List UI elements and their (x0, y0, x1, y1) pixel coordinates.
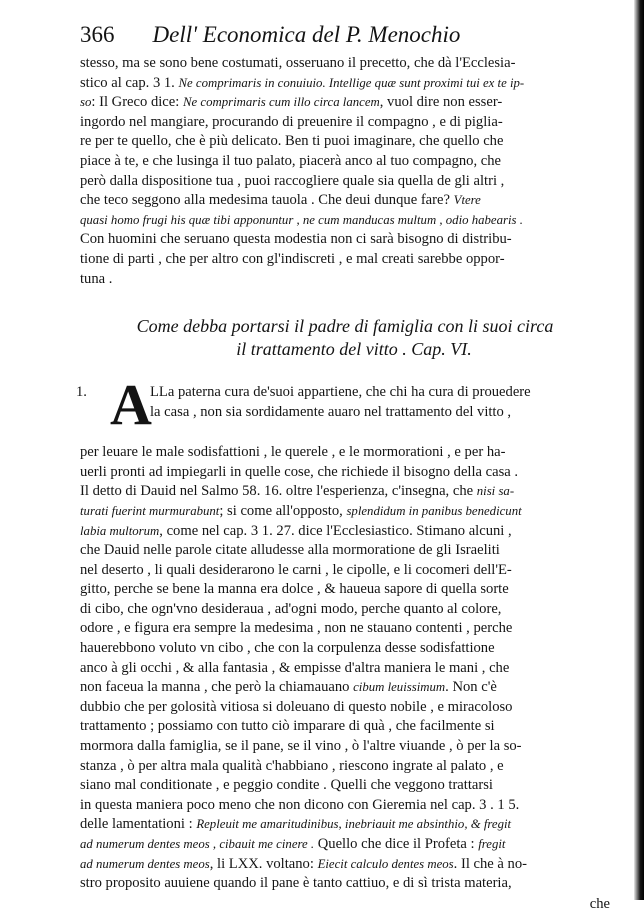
text-line (80, 74, 610, 94)
text-line (80, 619, 610, 639)
text-line (80, 757, 610, 777)
text-line (80, 191, 610, 211)
text-line (80, 230, 610, 250)
running-title: Dell' Economica del P. Menochio (152, 22, 461, 47)
text-line (80, 211, 610, 231)
text-line (80, 403, 610, 423)
text-line (80, 776, 610, 796)
page-edge-shadow (634, 0, 644, 900)
paragraph-opening (76, 372, 610, 443)
text-run: . Il che à no- (453, 855, 528, 872)
text-line (80, 383, 610, 403)
text-run: ingordo nel mangiare, procurando di preuenire il compagno , e di piglia- (80, 113, 503, 130)
italic-quote: Eiecit calculo dentes meos (317, 856, 454, 871)
italic-quote: quasi homo frugi his quæ tibi apponuntur , ne cum manducas multum , odio habearis . (80, 212, 523, 227)
text-run: uerli pronti ad impiegarli in quelle cose, che richiede il bisogno della casa . (80, 463, 519, 480)
text-run: siano mal conditionate , e peggio condite . Quelli che veggono trattarsi (80, 777, 493, 794)
italic-quote: ad numerum dentes meos , cibauit me cinere . (80, 837, 315, 851)
text-run: che Dauid nelle parole citate alludesse alla mormoratione de gli Israeliti (80, 542, 500, 559)
italic-quote: cibum leuissimum (353, 680, 446, 695)
text-run: che teco seggono alla medesima tauola . Che deui dunque fare? (80, 192, 454, 209)
text-run: , vuol dire non esser- (379, 94, 503, 111)
text-run: tuna . (80, 270, 113, 287)
section-previous-chapter-text (80, 54, 610, 289)
text-line (80, 502, 610, 522)
text-run: mormora dalla famiglia, se il pane, se il vino , ò l'altre viuande , ò per la so- (80, 738, 522, 755)
text-run: Il detto di Dauid nel Salmo 58. 16. oltre l'esperienza, c'insegna, che (80, 483, 477, 500)
text-run: Con huomini che seruano questa modestia non ci sarà bisogno di distribu- (80, 231, 512, 248)
text-line (80, 874, 610, 894)
text-run: re per te quello, che è più delicato. Ben ti puoi imaginare, che quello che (80, 133, 504, 150)
text-run: stico al cap. 3 1. (80, 74, 179, 91)
text-run: anco à gli occhi , & alla fantasia , & empisse d'altra maniera le mani , che (80, 659, 510, 676)
text-line (80, 250, 610, 270)
drop-cap: A (110, 372, 152, 438)
italic-quote: Ne comprimaris in conuiuio. Intellige quæ sunt proximi tui ex te ip- (178, 75, 525, 90)
text-line (80, 639, 610, 659)
paragraph-opening-lines (80, 383, 610, 422)
text-run: hauerebbono voluto vn cibo , che con la corpulenza desse sodisfattione (80, 640, 495, 657)
text-run: : Il Greco dice: (91, 94, 183, 111)
text-run: stro proposito auuiene quando il pane è tanto cattiuo, e di sì trista materia, (80, 875, 512, 892)
text-line (80, 270, 610, 290)
text-line (80, 132, 610, 152)
text-run: nel deserto , li quali desiderarono le carni , le cipolle, e li cocomeri dell'E- (80, 561, 512, 578)
text-line (80, 698, 610, 718)
text-run: trattamento ; possiamo con tutto ciò imparare di quà , che facilmente si (80, 718, 495, 735)
text-run: di cibo, che ogn'vno desideraua , ad'ogni modo, perche quanto al colore, (80, 600, 502, 617)
text-line (80, 522, 610, 542)
text-line (80, 482, 610, 502)
text-run: tione di parti , che per altro con gl'indiscreti , e mal creati sarebbe oppor- (80, 250, 505, 267)
text-line (80, 835, 610, 855)
text-run: però dalla dispositione tua , puoi raccogliere quale sia quella de gli altri , (80, 172, 505, 189)
italic-quote: fregit (478, 837, 506, 851)
text-line (80, 855, 610, 875)
chapter-heading (80, 315, 610, 361)
text-run: LLa paterna cura de'suoi appartiene, che chi ha cura di prouedere (150, 384, 531, 401)
text-line (80, 580, 610, 600)
text-line (80, 172, 610, 192)
text-run: , come nel cap. 3 1. 27. dice l'Ecclesiastico. Stimano alcuni , (159, 522, 512, 539)
text-line (80, 152, 610, 172)
page-number: 366 (80, 22, 115, 47)
text-run: ; si come all'opposto, (219, 502, 347, 519)
text-run: in questa maniera poco meno che non dicono con Gieremia nel cap. 3 . 1 5. (80, 796, 520, 813)
text-line (80, 815, 610, 835)
text-line (80, 678, 610, 698)
section-chapter-text (80, 443, 610, 894)
text-run: delle lamentationi : (80, 816, 197, 833)
paragraph-number: 1. (76, 384, 87, 401)
running-header (80, 22, 610, 48)
text-line (80, 561, 610, 581)
italic-quote: Vtere (453, 193, 481, 208)
text-run: piace à te, e che lusinga il tuo palato, piacerà anco al tuo compagno, che (80, 152, 502, 169)
text-line (80, 113, 610, 133)
italic-quote: nisi sa- (476, 484, 515, 499)
text-run: , li LXX. voltano: (209, 855, 318, 872)
text-line (80, 541, 610, 561)
text-line (80, 717, 610, 737)
text-run: stesso, ma se sono bene costumati, osseruano il precetto, che dà l'Ecclesia- (80, 55, 516, 71)
text-line (80, 796, 610, 816)
chapter-heading-line-1: Come debba portarsi il padre di famiglia con li suoi circa (136, 316, 554, 337)
chapter-heading-line-2: il trattamento del vitto . Cap. VI. (236, 339, 472, 360)
italic-quote: turati fuerint murmurabunt (80, 503, 220, 518)
text-run: Quello che dice il Profeta : (314, 836, 479, 852)
italic-quote: so (80, 95, 92, 110)
text-line (80, 600, 610, 620)
catchword: che (589, 895, 610, 912)
italic-quote: splendidum in panibus benedicunt (346, 503, 522, 518)
text-line (80, 737, 610, 757)
text-line (80, 93, 610, 113)
text-line (80, 659, 610, 679)
italic-quote: ad numerum dentes meos (80, 856, 210, 871)
text-run: stanza , ò per altra mala qualità c'habbiano , riescono ingrate al palato , e (80, 757, 504, 774)
text-run: gitto, perche se bene la manna era dolce , & haueua sapore di quella sorte (80, 581, 509, 598)
text-run: dubbio che per golosità vitiosa si doleuano di questo nobile , e miracoloso (80, 698, 513, 715)
text-run: la casa , non sia sordidamente auaro nel trattamento del vitto , (150, 403, 512, 420)
italic-quote: Repleuit me amaritudinibus, inebriauit me absinthio, & fregit (196, 817, 512, 832)
text-run: . Non c'è (445, 679, 497, 696)
text-line (80, 54, 610, 74)
text-line (80, 463, 610, 483)
italic-quote: Ne comprimaris cum illo circa lancem (182, 95, 380, 110)
text-run: odore , e figura era sempre la medesima , non ne stauano contenti , perche (80, 620, 513, 637)
italic-quote: labia multorum (80, 523, 160, 538)
text-run: per leuare le male sodisfattioni , le querele , e le mormorationi , e per ha- (80, 444, 506, 461)
text-run: non faceua la manna , che però la chiamauano (80, 679, 354, 696)
text-line (80, 443, 610, 463)
